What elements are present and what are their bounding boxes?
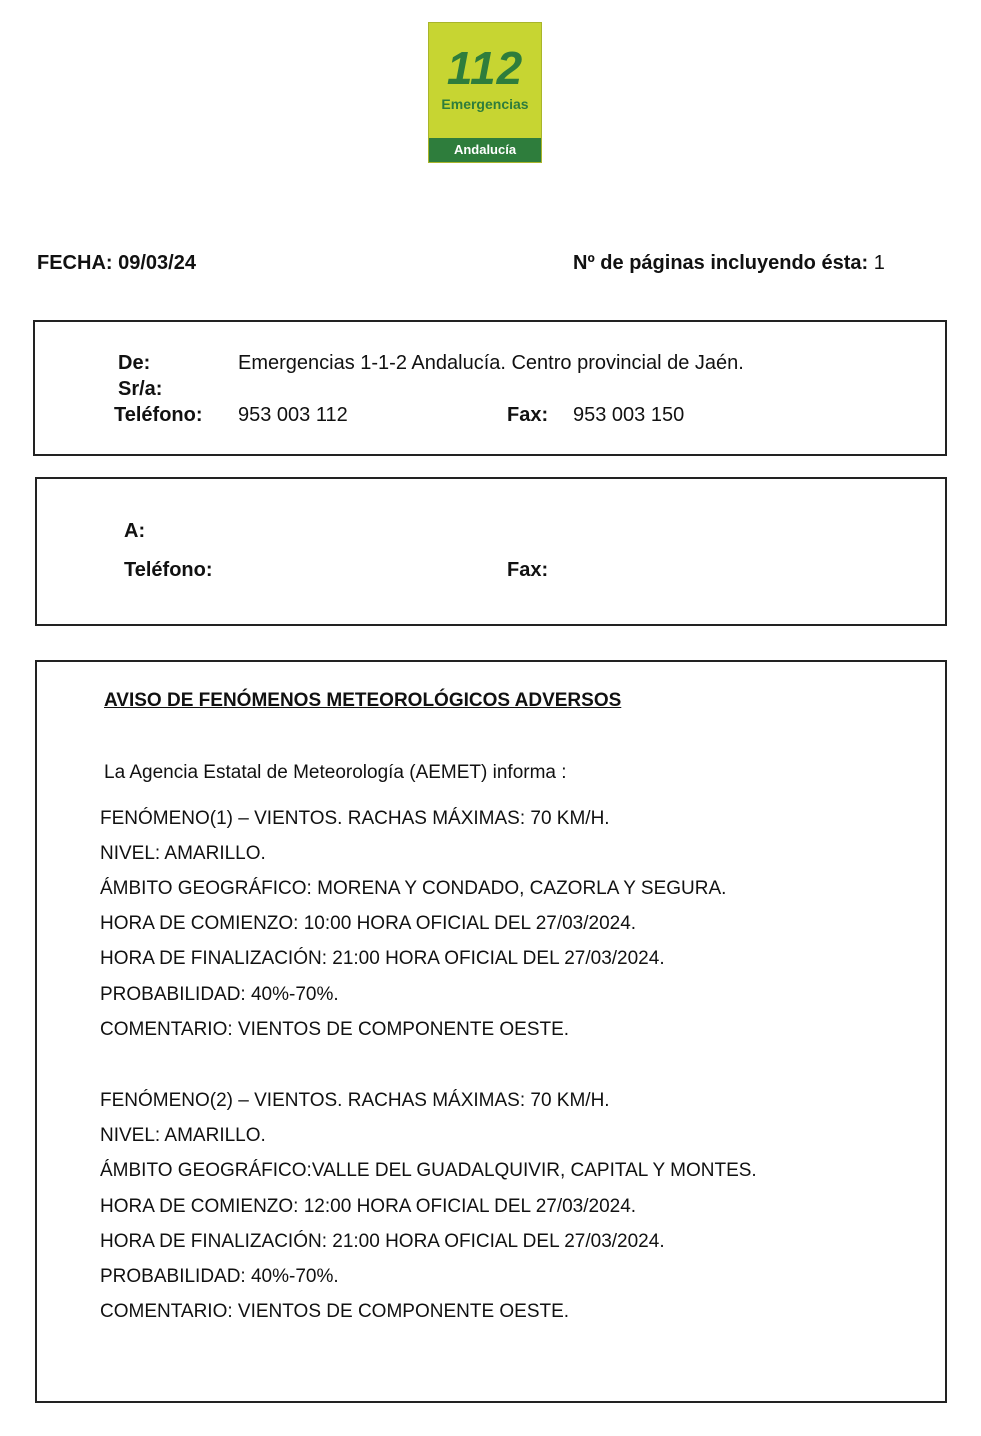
sender-fax-label: Fax: bbox=[507, 404, 549, 426]
sender-phone-value: 953 003 112 bbox=[238, 404, 348, 426]
fecha: FECHA: 09/03/24 bbox=[37, 252, 196, 274]
phenomenon1-line: FENÓMENO(1) – VIENTOS. RACHAS MÁXIMAS: 70 KM/H. bbox=[100, 808, 610, 829]
phenomenon1-line: NIVEL: AMARILLO. bbox=[100, 843, 266, 864]
sender-box bbox=[33, 320, 947, 456]
phenomenon2-line: NIVEL: AMARILLO. bbox=[100, 1125, 266, 1146]
recipient-phone-label: Teléfono: bbox=[124, 559, 213, 581]
notice-box bbox=[35, 660, 947, 1403]
recipient-box bbox=[35, 477, 947, 626]
phenomenon2-line: FENÓMENO(2) – VIENTOS. RACHAS MÁXIMAS: 70 KM/H. bbox=[100, 1090, 610, 1111]
page-count-value: 1 bbox=[873, 252, 885, 274]
phenomenon2-line: COMENTARIO: VIENTOS DE COMPONENTE OESTE. bbox=[100, 1301, 570, 1322]
phenomenon2-line: HORA DE COMIENZO: 12:00 HORA OFICIAL DEL 27/03/2024. bbox=[100, 1196, 637, 1217]
de-label: De: bbox=[118, 352, 151, 374]
logo-number: 112 bbox=[446, 42, 524, 94]
logo-region: Andalucía bbox=[429, 138, 541, 162]
sender-phone-label: Teléfono: bbox=[114, 404, 203, 426]
phenomenon2-line: HORA DE FINALIZACIÓN: 21:00 HORA OFICIAL DEL 27/03/2024. bbox=[100, 1231, 665, 1252]
phenomenon1-line: PROBABILIDAD: 40%-70%. bbox=[100, 984, 339, 1005]
sra-label: Sr/a: bbox=[118, 378, 163, 400]
logo-112-emergencias-andalucia bbox=[428, 22, 542, 163]
phenomenon1-line: HORA DE FINALIZACIÓN: 21:00 HORA OFICIAL DEL 27/03/2024. bbox=[100, 948, 665, 969]
phenomenon1-line: HORA DE COMIENZO: 10:00 HORA OFICIAL DEL 27/03/2024. bbox=[100, 913, 637, 934]
notice-title: AVISO DE FENÓMENOS METEOROLÓGICOS ADVERSOS bbox=[104, 690, 622, 711]
sender-fax-value: 953 003 150 bbox=[573, 404, 685, 426]
page-count bbox=[573, 252, 885, 275]
logo-subtitle: Emergencias bbox=[441, 96, 529, 112]
phenomenon1-line: COMENTARIO: VIENTOS DE COMPONENTE OESTE. bbox=[100, 1019, 570, 1040]
phenomenon1-line: ÁMBITO GEOGRÁFICO: MORENA Y CONDADO, CAZORLA Y SEGURA. bbox=[100, 878, 727, 899]
phenomenon2-line: PROBABILIDAD: 40%-70%. bbox=[100, 1266, 339, 1287]
notice-intro: La Agencia Estatal de Meteorología (AEMET) informa : bbox=[104, 762, 567, 783]
de-value: Emergencias 1-1-2 Andalucía. Centro provincial de Jaén. bbox=[238, 352, 744, 374]
recipient-fax-label: Fax: bbox=[507, 559, 549, 581]
page-count-label: Nº de páginas incluyendo ésta: bbox=[573, 252, 869, 274]
recipient-label: A: bbox=[124, 520, 146, 542]
phenomenon2-line: ÁMBITO GEOGRÁFICO:VALLE DEL GUADALQUIVIR, CAPITAL Y MONTES. bbox=[100, 1160, 757, 1181]
